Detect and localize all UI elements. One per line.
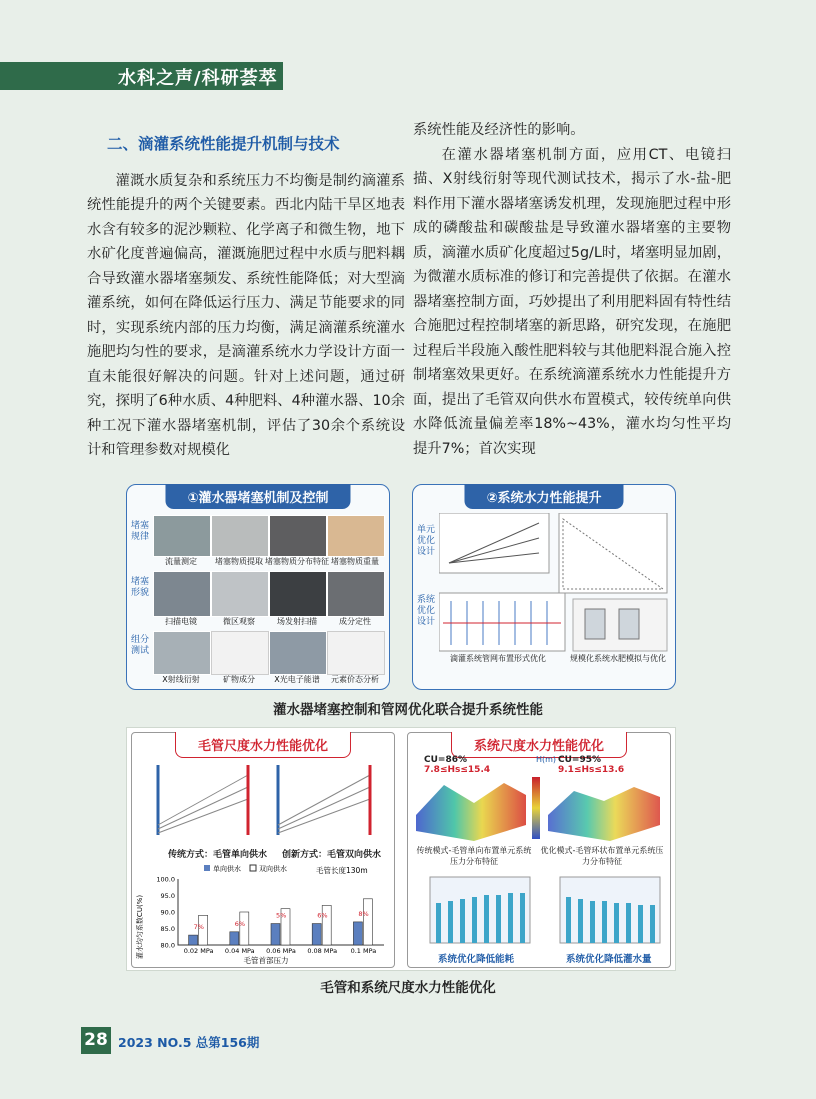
capillary-panel (131, 732, 395, 968)
improvement-label: 5% (276, 911, 287, 920)
thumb-caption: X光电子能谱 (274, 675, 320, 684)
map-caption: 传统模式-毛管单向布置单元系统压力分布特征 (416, 846, 532, 866)
capillary-layout-diagram (138, 755, 388, 847)
y-tick-label: 100.0 (156, 875, 175, 884)
hs-range-left: 7.8≤Hs≤15.4 (424, 765, 491, 775)
improvement-label: 8% (358, 909, 369, 918)
hs-range-right: 9.1≤Hs≤13.6 (558, 765, 625, 775)
x-tick-label: 0.08 MPa (307, 947, 338, 955)
panel-title: ②系统水力性能提升 (464, 484, 623, 509)
map-caption: 优化模式-毛管环状布置单元系统压力分布特征 (540, 846, 664, 866)
y-tick-label: 90.0 (160, 908, 175, 917)
bar-single (312, 924, 321, 945)
figure-1-caption: 灌水器堵塞控制和管网优化联合提升系统性能 (273, 702, 543, 718)
bar-single (353, 922, 362, 945)
thumb-image (211, 631, 269, 675)
thumb-caption: 堵塞物质提取 (215, 557, 263, 566)
thumb-image (211, 515, 269, 557)
thumb-image (327, 631, 385, 675)
chart-ylabel: 灌水均匀系数CU(%) (136, 894, 144, 960)
thumb-caption: 成分定性 (339, 617, 371, 626)
bar-single (230, 932, 239, 945)
panel-caption: 规模化系统水肥模拟与优化 (570, 654, 666, 663)
thumb-caption: 场发射扫描 (277, 617, 317, 626)
h-unit: H(m) (536, 755, 557, 764)
cu-value-right: CU=95% (558, 755, 601, 765)
x-tick-label: 0.06 MPa (266, 947, 296, 955)
improvement-label: 7% (193, 923, 204, 932)
figure-1 (126, 482, 674, 690)
chart-title: 毛管长度130m (316, 866, 368, 875)
category-label: 系统优化设计 (417, 595, 436, 627)
category-label: 堵塞形貌 (131, 577, 150, 598)
cu-value-left: CU=86% (424, 755, 467, 765)
pipe-network-diagram (439, 513, 671, 673)
mode-label: 传统方式：毛管单向供水 (168, 850, 268, 860)
thumb-image (269, 515, 327, 557)
category-label: 组分测试 (131, 635, 150, 656)
left-paragraph: 灌溉水质复杂和系统压力不均衡是制约滴灌系统性能提升的两个关键要素。西北内陆干旱区地表水含有较多的泥沙颗粒、化学离子和微生物，地下水矿化度普遍偏高，灌溉施肥过程中水质与肥料耦合导致灌水器堵塞频发、系统性能降低；对大型滴灌系统，如何在降低运行压力、满足节能要求的同时，实现系统内部的压力均衡，满足滴灌系统灌水施肥均匀性的要求，是滴灌系统水力学设计方面一直未能很好解决的问题。针对上述问题，通过研究，探明了6种水质、4种肥料、4种灌水器、10余种工况下灌水器堵塞机制，评估了30余个系统设计和管理参数对规模化 (87, 172, 405, 458)
optimization-bar-charts (414, 873, 664, 949)
panel-caption: 滴灌系统管网布置形式优化 (450, 654, 546, 663)
bar-single (189, 935, 198, 945)
category-label: 单元优化设计 (417, 525, 436, 557)
chart-xlabel: 毛管首部压力 (243, 956, 289, 965)
thumb-image (269, 571, 327, 617)
bar-double (240, 912, 249, 945)
y-tick-label: 95.0 (160, 892, 175, 900)
pressure-surface-maps (414, 775, 664, 845)
thumb-image (153, 515, 211, 557)
section-title: 二、滴灌系统性能提升机制与技术 (107, 135, 340, 153)
cu-bar-chart (134, 861, 390, 965)
thumb-caption: 堵塞物质重量 (331, 557, 379, 566)
column-header: 水科之声/科研荟萃 (118, 68, 278, 89)
category-label: 堵塞规律 (131, 521, 150, 542)
figure-2-caption: 毛管和系统尺度水力性能优化 (320, 980, 496, 996)
thumb-image (327, 515, 385, 557)
thumb-image (327, 571, 385, 617)
legend-label: 单向供水 (213, 865, 241, 873)
thumb-image (211, 571, 269, 617)
thumb-image (153, 571, 211, 617)
panel-title: 毛管尺度水力性能优化 (175, 732, 351, 758)
mode-label: 创新方式：毛管双向供水 (282, 850, 382, 860)
thumb-caption: 微区观察 (223, 617, 255, 626)
bar-double (363, 899, 372, 945)
right-paragraph-2: 在灌水器堵塞机制方面，应用CT、电镜扫描、X射线衍射等现代测试技术，揭示了水-盐-肥料作用下灌水器堵塞诱发机理，发现施肥过程中形成的磷酸盐和碳酸盐是导致灌水器堵塞的主要物质，滴灌水质矿化度超过5g/L时，堵塞明显加剧，为微灌水质标准的修订和完善提供了依据。在灌水器堵塞控制方面，巧妙提出了利用肥料固有特性结合施肥过程控制堵塞的新思路，研究发现，在施肥过程后半段施入酸性肥料较与其他肥料混合施入控制堵塞效果更好。在系统滴灌系统水力性能提升方面，提出了毛管双向供水布置模式，较传统单向供水降低流量偏差率18%~43%，灌水均匀性平均提升7%；首次实现 (413, 146, 731, 457)
y-tick-label: 85.0 (160, 925, 175, 933)
right-column (413, 118, 731, 461)
thumb-image (269, 631, 327, 675)
figure-1-panel-hydraulic (412, 484, 676, 690)
thumb-caption: 元素价态分析 (331, 675, 379, 684)
figure-1-panel-clogging (126, 484, 390, 690)
improvement-label: 6% (317, 911, 328, 920)
thumb-caption: X射线衍射 (162, 675, 200, 684)
figure-2 (126, 727, 676, 971)
thumb-caption: 矿物成分 (223, 675, 255, 684)
panel-title: ①灌水器堵塞机制及控制 (165, 484, 350, 509)
issue-info: 2023 NO.5 总第156期 (118, 1035, 260, 1050)
thumb-caption: 堵塞物质分布特征 (265, 557, 329, 566)
thumb-caption: 流量测定 (165, 557, 197, 566)
right-paragraph-1: 系统性能及经济性的影响。 (413, 122, 585, 138)
left-column (87, 118, 405, 463)
legend-swatch-double (250, 865, 256, 871)
system-panel (407, 732, 671, 968)
legend-label: 双向供水 (259, 865, 287, 873)
y-tick-label: 80.0 (160, 941, 175, 950)
x-tick-label: 0.1 MPa (350, 947, 377, 955)
panel-title: 系统尺度水力性能优化 (451, 732, 627, 758)
legend-swatch-single (204, 865, 210, 871)
bar-single (271, 924, 280, 945)
bottom-caption: 系统优化降低能耗 (438, 954, 515, 965)
page-number: 28 (81, 1027, 111, 1054)
x-tick-label: 0.02 MPa (183, 947, 214, 955)
thumb-caption: 扫描电镜 (165, 617, 197, 626)
thumb-image (153, 631, 211, 675)
improvement-label: 6% (234, 919, 246, 928)
x-tick-label: 0.04 MPa (224, 947, 255, 955)
bottom-caption: 系统优化降低灌水量 (566, 954, 652, 965)
